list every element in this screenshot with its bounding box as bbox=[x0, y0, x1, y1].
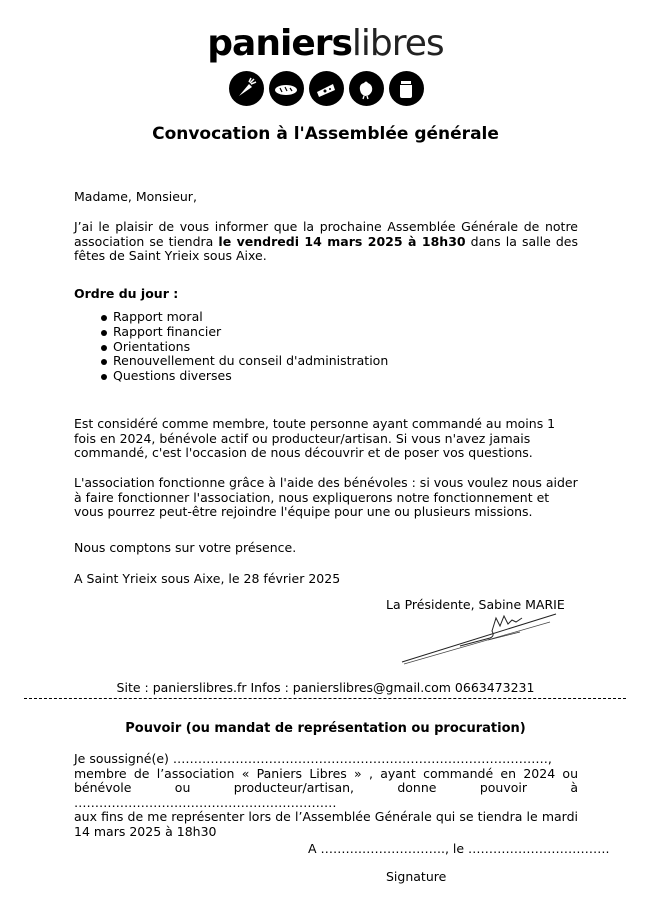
closing-line: Nous comptons sur votre présence. bbox=[74, 540, 297, 555]
logo-text-bold: paniers bbox=[207, 23, 352, 64]
logo bbox=[0, 24, 651, 64]
jar-icon bbox=[389, 71, 424, 106]
cut-line-divider bbox=[24, 698, 626, 699]
agenda-title: Ordre du jour : bbox=[74, 286, 179, 301]
logo-icons bbox=[226, 71, 426, 107]
footer-contact: Site : panierslibres.fr Infos : panierslibres@gmail.com 0663473231 bbox=[116, 680, 535, 695]
agenda-list bbox=[100, 310, 388, 384]
intro-after: dans la salle des fêtes de Saint Yrieix sous Aixe. bbox=[74, 233, 578, 263]
proxy-line-member: membre de l’association « Paniers Libres » , ayant commandé en 2024 ou bénévole ou producteur/artisan, donne pouvoir à ……………………………………………………… bbox=[74, 765, 578, 810]
cheese-icon bbox=[309, 71, 344, 106]
chicken-icon bbox=[349, 71, 384, 106]
proxy-line-name: Je soussigné(e) ………………………………………………………………………………, bbox=[74, 751, 552, 766]
list-item: Rapport moral bbox=[100, 310, 388, 325]
carrot-icon bbox=[229, 71, 264, 106]
logo-text-light: libres bbox=[351, 23, 444, 64]
signature-label: Signature bbox=[386, 869, 447, 884]
volunteers-paragraph: L'association fonctionne grâce à l'aide des bénévoles : si vous voulez nous aider à faire fonctionner l'association, nous expliquerons notre fonctionnement et vous pourrez peut-être rejoindre l'équipe pour une ou plusieurs missions. bbox=[74, 475, 578, 519]
intro-date: le vendredi 14 mars 2025 à 18h30 bbox=[218, 233, 466, 249]
proxy-title: Pouvoir (ou mandat de représentation ou procuration) bbox=[125, 721, 526, 736]
list-item: Rapport financier bbox=[100, 325, 388, 340]
handwritten-signature bbox=[400, 606, 560, 666]
place-date: A Saint Yrieix sous Aixe, le 28 février 2025 bbox=[74, 571, 341, 586]
membership-paragraph: Est considéré comme membre, toute personne ayant commandé au moins 1 fois en 2024, bénévole actif ou producteur/artisan. Si vous n'avez jamais commandé, c'est l'occasion de nous découvrir et de poser vos questions. bbox=[74, 416, 556, 460]
intro-before: J’ai le plaisir de vous informer que la prochaine Assemblée Générale de notre association se tiendra bbox=[74, 219, 578, 249]
proxy-body bbox=[74, 752, 578, 839]
greeting: Madame, Monsieur, bbox=[74, 189, 197, 204]
intro-paragraph bbox=[74, 220, 578, 264]
list-item: Orientations bbox=[100, 340, 388, 355]
proxy-place-date: A ……….……………….., le ……………………………. bbox=[308, 841, 610, 856]
proxy-line-purpose: aux fins de me représenter lors de l’Assemblée Générale qui se tiendra le mardi 14 mars 2025 à 18h30 bbox=[74, 809, 578, 839]
signer-name: La Présidente, Sabine MARIE bbox=[386, 597, 565, 612]
page-title: Convocation à l'Assemblée générale bbox=[152, 124, 499, 144]
list-item: Renouvellement du conseil d'administration bbox=[100, 354, 388, 369]
list-item: Questions diverses bbox=[100, 369, 388, 384]
bread-icon bbox=[269, 71, 304, 106]
